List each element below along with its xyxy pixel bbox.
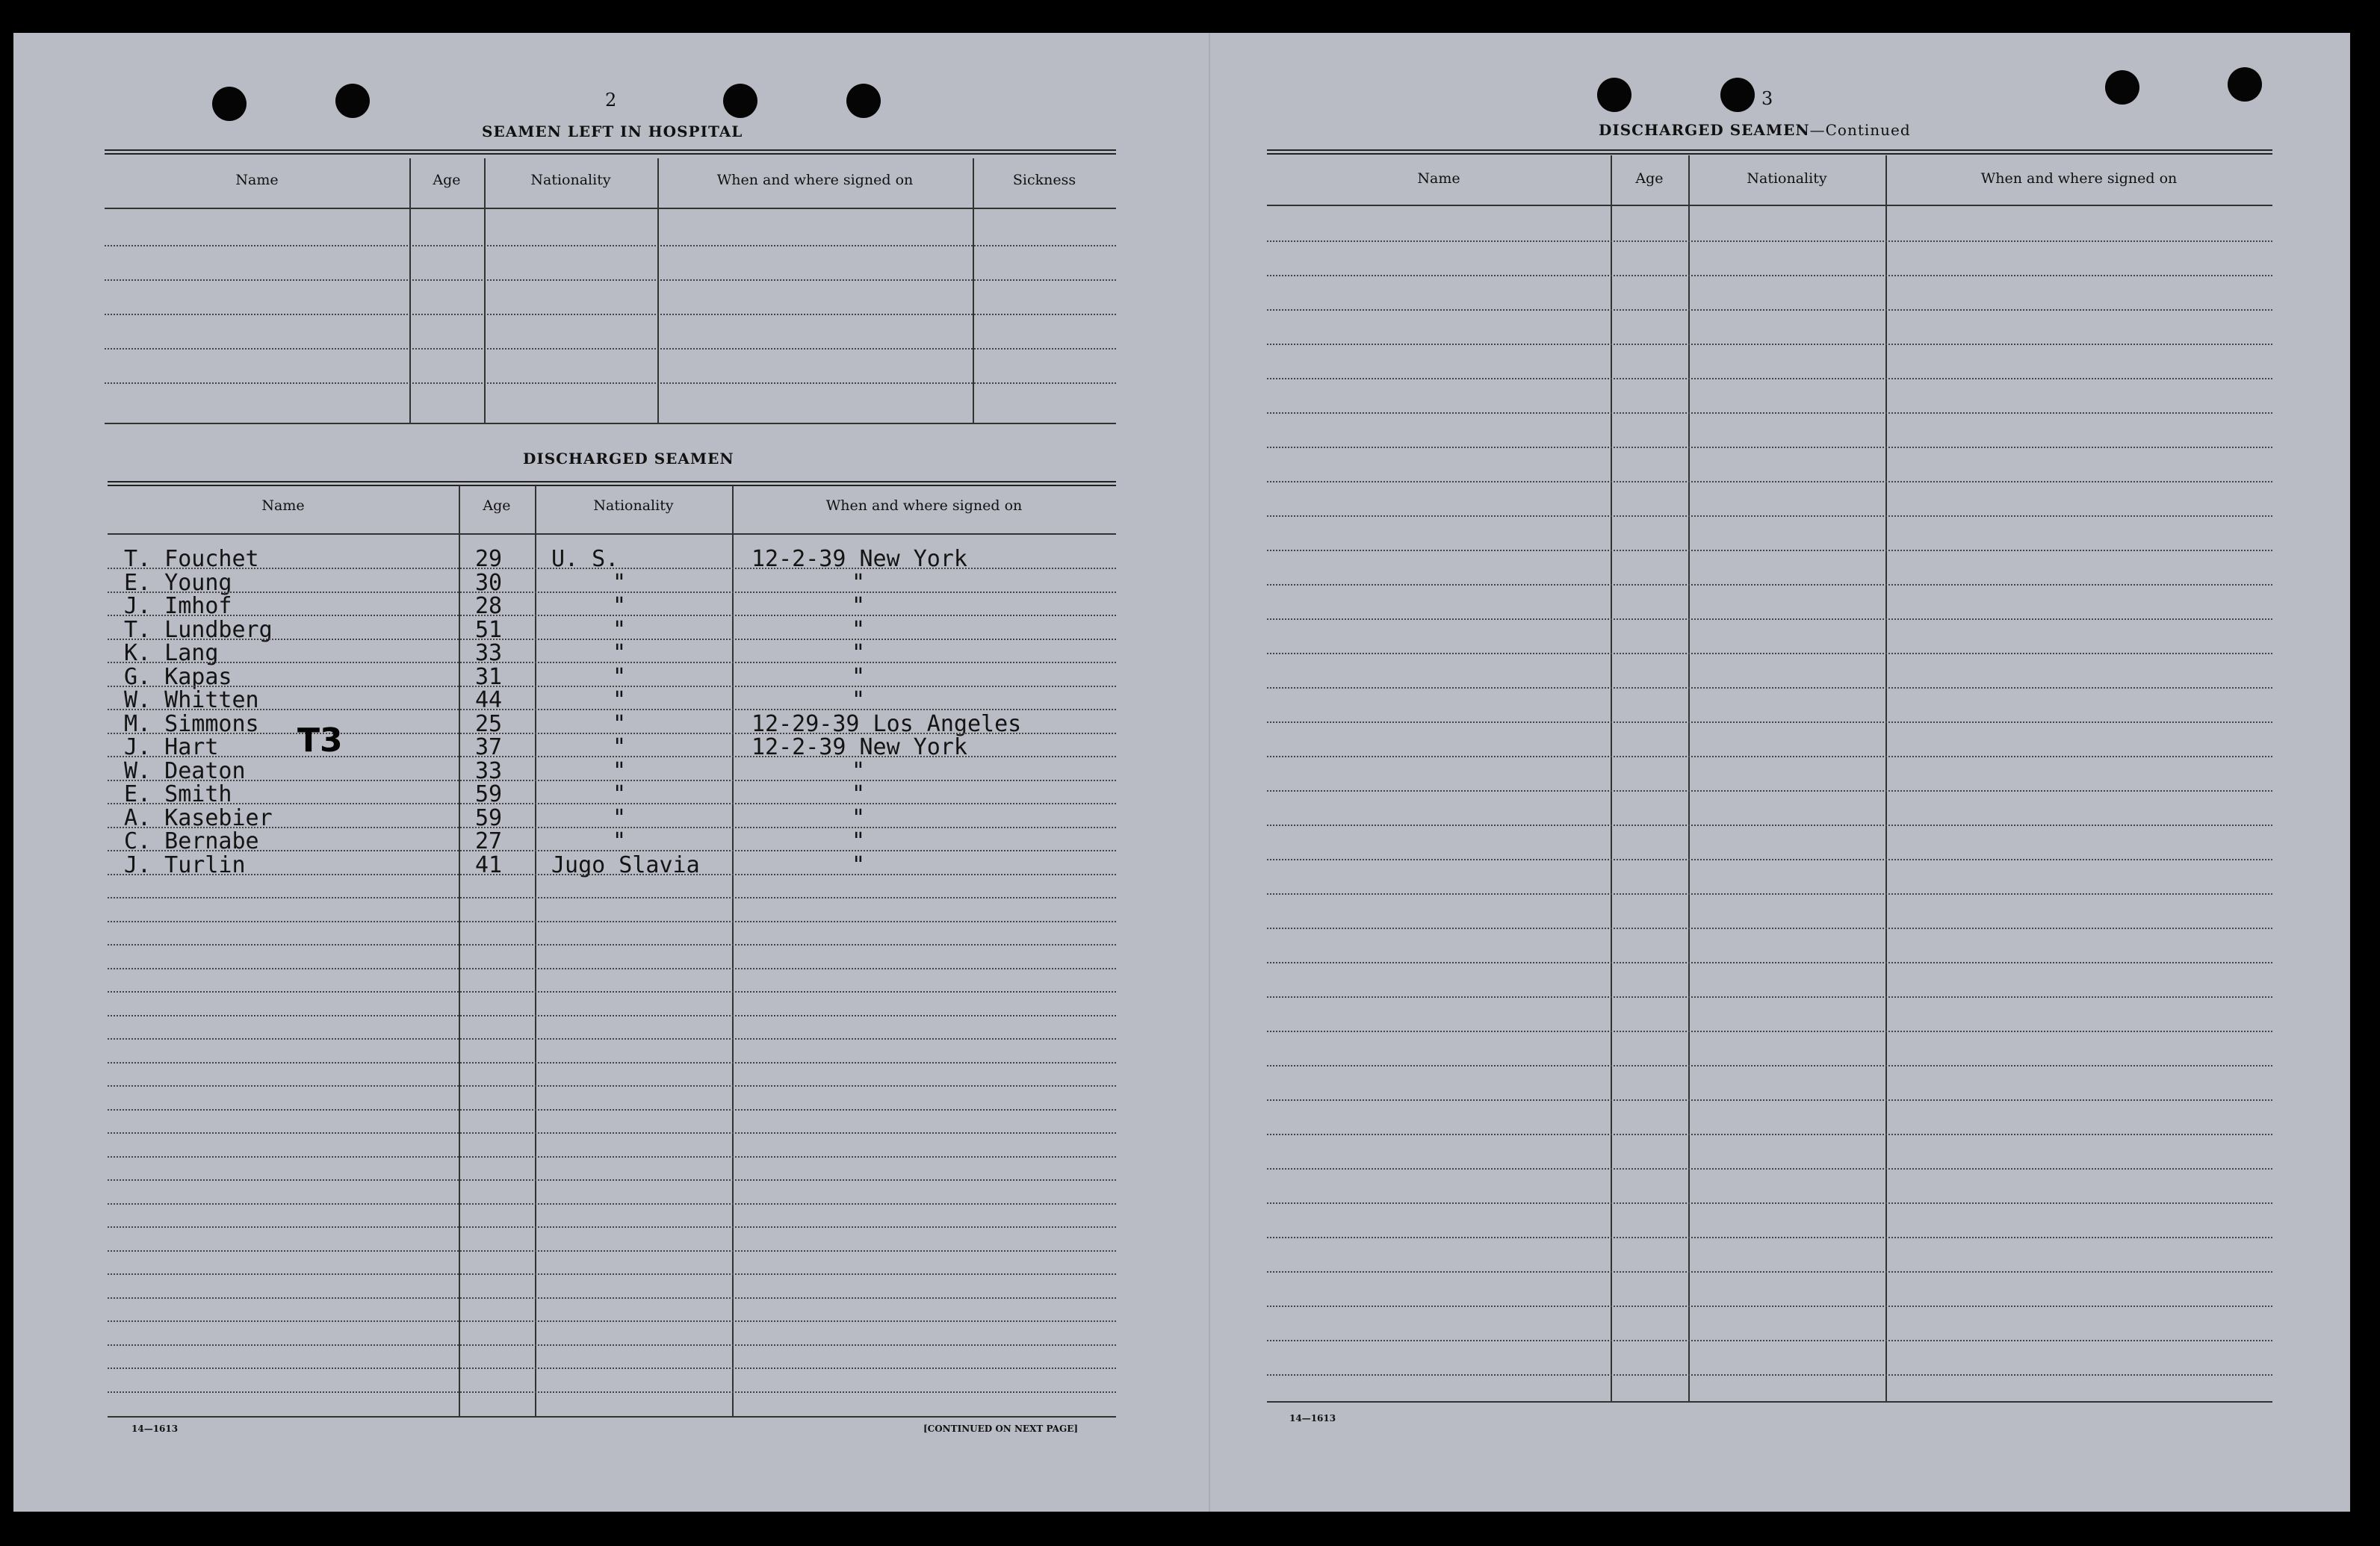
continued-header-name: Name <box>1417 170 1460 187</box>
discharged-row-line <box>108 639 1116 640</box>
continued-row-line <box>1267 1374 2272 1376</box>
punch-hole <box>723 84 757 118</box>
continued-header-age: Age <box>1635 170 1664 187</box>
seaman-name: G. Kapas <box>124 663 232 690</box>
seaman-age: 37 <box>475 734 503 760</box>
discharged-row-line <box>108 1062 1116 1064</box>
discharged-row-line <box>108 1156 1116 1158</box>
discharged-row-line <box>108 592 1116 593</box>
seaman-name: W. Deaton <box>124 757 246 784</box>
continued-row-line <box>1267 344 2272 345</box>
discharged-row-line <box>108 1297 1116 1299</box>
discharged-header-age: Age <box>483 497 511 514</box>
discharged-row-line <box>108 850 1116 851</box>
seaman-signed-on: " <box>852 569 866 596</box>
seaman-nationality: " <box>613 593 627 619</box>
discharged-row-line <box>108 1132 1116 1134</box>
hospital-header-signed-on: When and where signed on <box>716 172 914 188</box>
handwritten-mark: T3 <box>297 721 343 760</box>
seaman-age: 59 <box>475 804 503 831</box>
discharged-row-line <box>108 803 1116 804</box>
hospital-col-divider <box>973 158 974 423</box>
continued-row-line <box>1267 1134 2272 1135</box>
discharged-header-rule <box>108 533 1116 535</box>
hospital-header-name: Name <box>235 172 279 188</box>
seaman-signed-on: 12-2-39 New York <box>752 546 967 572</box>
seaman-signed-on: " <box>852 663 866 690</box>
discharged-header-nationality: Nationality <box>593 497 674 514</box>
continued-row-line <box>1267 1168 2272 1170</box>
hospital-table-top-rule <box>105 149 1116 155</box>
seaman-signed-on: " <box>852 804 866 831</box>
seaman-nationality: " <box>613 828 627 854</box>
continued-header-signed-on: When and where signed on <box>1980 170 2178 187</box>
continued-row-line <box>1267 1065 2272 1067</box>
continued-row-line <box>1267 275 2272 276</box>
continued-row-line <box>1267 893 2272 895</box>
seaman-name: J. Turlin <box>124 851 246 878</box>
punch-hole <box>335 84 370 118</box>
seaman-signed-on: 12-2-39 New York <box>752 734 967 760</box>
hospital-header-age: Age <box>433 172 461 188</box>
discharged-continued-title <box>1599 121 1911 139</box>
seaman-name: E. Young <box>124 569 232 596</box>
continued-row-line <box>1267 309 2272 311</box>
continued-table-top-rule <box>1267 149 2272 155</box>
seaman-name: T. Fouchet <box>124 546 259 572</box>
seaman-age: 51 <box>475 616 503 643</box>
form-number: 14—1613 <box>1289 1413 1336 1424</box>
continued-row-line <box>1267 1340 2272 1341</box>
seaman-nationality: " <box>613 616 627 643</box>
discharged-row-line <box>108 780 1116 781</box>
continued-row-line <box>1267 515 2272 517</box>
continued-row-line <box>1267 1099 2272 1101</box>
discharged-row-line <box>108 686 1116 687</box>
discharged-row-line <box>108 968 1116 969</box>
seaman-age: 29 <box>475 546 503 572</box>
discharged-row-line <box>108 1226 1116 1228</box>
punch-hole <box>846 84 881 118</box>
discharged-row-line <box>108 1179 1116 1181</box>
discharged-row-line <box>108 827 1116 828</box>
continued-row-line <box>1267 1031 2272 1032</box>
seaman-nationality: " <box>613 781 627 807</box>
seaman-signed-on: " <box>852 616 866 643</box>
discharged-col-divider <box>535 485 536 1418</box>
continued-row-line <box>1267 653 2272 654</box>
seaman-name: J. Hart <box>124 734 219 760</box>
discharged-table-bottom-rule <box>108 1416 1116 1418</box>
continued-row-line <box>1267 962 2272 963</box>
hospital-section-title: SEAMEN LEFT IN HOSPITAL <box>482 122 743 140</box>
seaman-name: K. Lang <box>124 640 219 666</box>
discharged-row-line <box>108 615 1116 616</box>
continued-row-line <box>1267 756 2272 757</box>
seaman-name: E. Smith <box>124 781 232 807</box>
seaman-name: A. Kasebier <box>124 804 273 831</box>
continued-row-line <box>1267 825 2272 826</box>
continued-row-line <box>1267 721 2272 723</box>
continued-row-line <box>1267 1306 2272 1307</box>
hospital-col-divider <box>657 158 659 423</box>
continued-row-line <box>1267 996 2272 998</box>
discharged-row-line <box>108 1250 1116 1252</box>
page-number: 3 <box>1761 88 1773 109</box>
punch-hole <box>2105 70 2139 105</box>
seaman-nationality: " <box>613 569 627 596</box>
hospital-row-line <box>105 245 1116 246</box>
discharged-row-line <box>108 1015 1116 1016</box>
discharged-row-line <box>108 1109 1116 1111</box>
hospital-row-line <box>105 348 1116 350</box>
continued-row-line <box>1267 1202 2272 1204</box>
discharged-row-line <box>108 709 1116 710</box>
seaman-nationality: Jugo Slavia <box>551 851 700 878</box>
seaman-age: 59 <box>475 781 503 807</box>
discharged-row-line <box>108 1273 1116 1275</box>
discharged-row-line <box>108 568 1116 569</box>
discharged-row-line <box>108 1391 1116 1393</box>
continued-row-line <box>1267 928 2272 929</box>
seaman-nationality: " <box>613 734 627 760</box>
seaman-name: M. Simmons <box>124 710 259 737</box>
continued-col-divider <box>1885 155 1887 1401</box>
hospital-col-divider <box>409 158 411 423</box>
hospital-row-line <box>105 314 1116 315</box>
discharged-header-name: Name <box>261 497 305 514</box>
continued-row-line <box>1267 1271 2272 1273</box>
seaman-signed-on: " <box>852 593 866 619</box>
continued-header-rule <box>1267 205 2272 206</box>
discharged-row-line <box>108 1203 1116 1205</box>
seaman-age: 33 <box>475 640 503 666</box>
hospital-header-nationality: Nationality <box>530 172 611 188</box>
form-number: 14—1613 <box>131 1424 179 1434</box>
discharged-section-title: DISCHARGED SEAMEN <box>523 450 734 468</box>
seaman-age: 31 <box>475 663 503 690</box>
seaman-name: W. Whitten <box>124 687 259 713</box>
punch-hole <box>1720 78 1755 112</box>
discharged-row-line <box>108 991 1116 993</box>
continued-row-line <box>1267 240 2272 242</box>
document-sheet <box>13 33 2350 1512</box>
continued-row-line <box>1267 481 2272 482</box>
continued-row-line <box>1267 378 2272 379</box>
continued-row-line <box>1267 859 2272 860</box>
seaman-signed-on: " <box>852 687 866 713</box>
hospital-col-divider <box>484 158 486 423</box>
continued-row-line <box>1267 1237 2272 1238</box>
seaman-age: 25 <box>475 710 503 737</box>
seaman-nationality: U. S. <box>551 546 619 572</box>
discharged-continued-title-suffix: —Continued <box>1809 121 1911 139</box>
seaman-name: T. Lundberg <box>124 616 273 643</box>
hospital-table-bottom-rule <box>105 423 1116 424</box>
punch-hole <box>1597 78 1631 112</box>
continued-row-line <box>1267 687 2272 689</box>
continued-row-line <box>1267 584 2272 586</box>
seaman-age: 28 <box>475 593 503 619</box>
discharged-row-line <box>108 733 1116 734</box>
seaman-nationality: " <box>613 687 627 713</box>
seaman-signed-on: 12-29-39 Los Angeles <box>752 710 1022 737</box>
seaman-signed-on: " <box>852 851 866 878</box>
hospital-header-rule <box>105 208 1116 209</box>
continued-row-line <box>1267 550 2272 551</box>
continued-note: [CONTINUED ON NEXT PAGE] <box>923 1424 1079 1434</box>
seaman-age: 33 <box>475 757 503 784</box>
seaman-nationality: " <box>613 804 627 831</box>
discharged-row-line <box>108 662 1116 663</box>
discharged-col-divider <box>732 485 734 1418</box>
continued-row-line <box>1267 790 2272 792</box>
discharged-row-line <box>108 1085 1116 1087</box>
discharged-row-line <box>108 1368 1116 1369</box>
seaman-signed-on: " <box>852 828 866 854</box>
seaman-name: J. Imhof <box>124 593 232 619</box>
punch-hole <box>212 87 247 121</box>
discharged-row-line <box>108 1320 1116 1322</box>
seaman-name: C. Bernabe <box>124 828 259 854</box>
hospital-row-line <box>105 382 1116 384</box>
seaman-signed-on: " <box>852 757 866 784</box>
discharged-row-line <box>108 1038 1116 1040</box>
continued-row-line <box>1267 412 2272 414</box>
continued-row-line <box>1267 618 2272 620</box>
page-fold <box>1209 33 1210 1512</box>
discharged-row-line <box>108 756 1116 757</box>
seaman-nationality: " <box>613 640 627 666</box>
continued-col-divider <box>1688 155 1690 1401</box>
discharged-col-divider <box>459 485 460 1418</box>
seaman-age: 41 <box>475 851 503 878</box>
discharged-row-line <box>108 874 1116 875</box>
discharged-row-line <box>108 944 1116 946</box>
discharged-continued-title-main: DISCHARGED SEAMEN <box>1599 121 1810 139</box>
discharged-header-signed-on: When and where signed on <box>825 497 1023 514</box>
discharged-row-line <box>108 897 1116 898</box>
seaman-nationality: " <box>613 757 627 784</box>
seaman-age: 30 <box>475 569 503 596</box>
discharged-row-line <box>108 1344 1116 1346</box>
continued-row-line <box>1267 447 2272 448</box>
continued-table-bottom-rule <box>1267 1401 2272 1403</box>
continued-header-nationality: Nationality <box>1747 170 1827 187</box>
continued-col-divider <box>1611 155 1612 1401</box>
discharged-table-top-rule <box>108 481 1116 486</box>
seaman-age: 27 <box>475 828 503 854</box>
page-number: 2 <box>605 90 617 111</box>
seaman-nationality: " <box>613 710 627 737</box>
seaman-signed-on: " <box>852 781 866 807</box>
hospital-row-line <box>105 279 1116 281</box>
seaman-age: 44 <box>475 687 503 713</box>
hospital-header-sickness: Sickness <box>1012 172 1076 188</box>
punch-hole <box>2228 67 2262 102</box>
discharged-row-line <box>108 921 1116 922</box>
seaman-signed-on: " <box>852 640 866 666</box>
seaman-nationality: " <box>613 663 627 690</box>
